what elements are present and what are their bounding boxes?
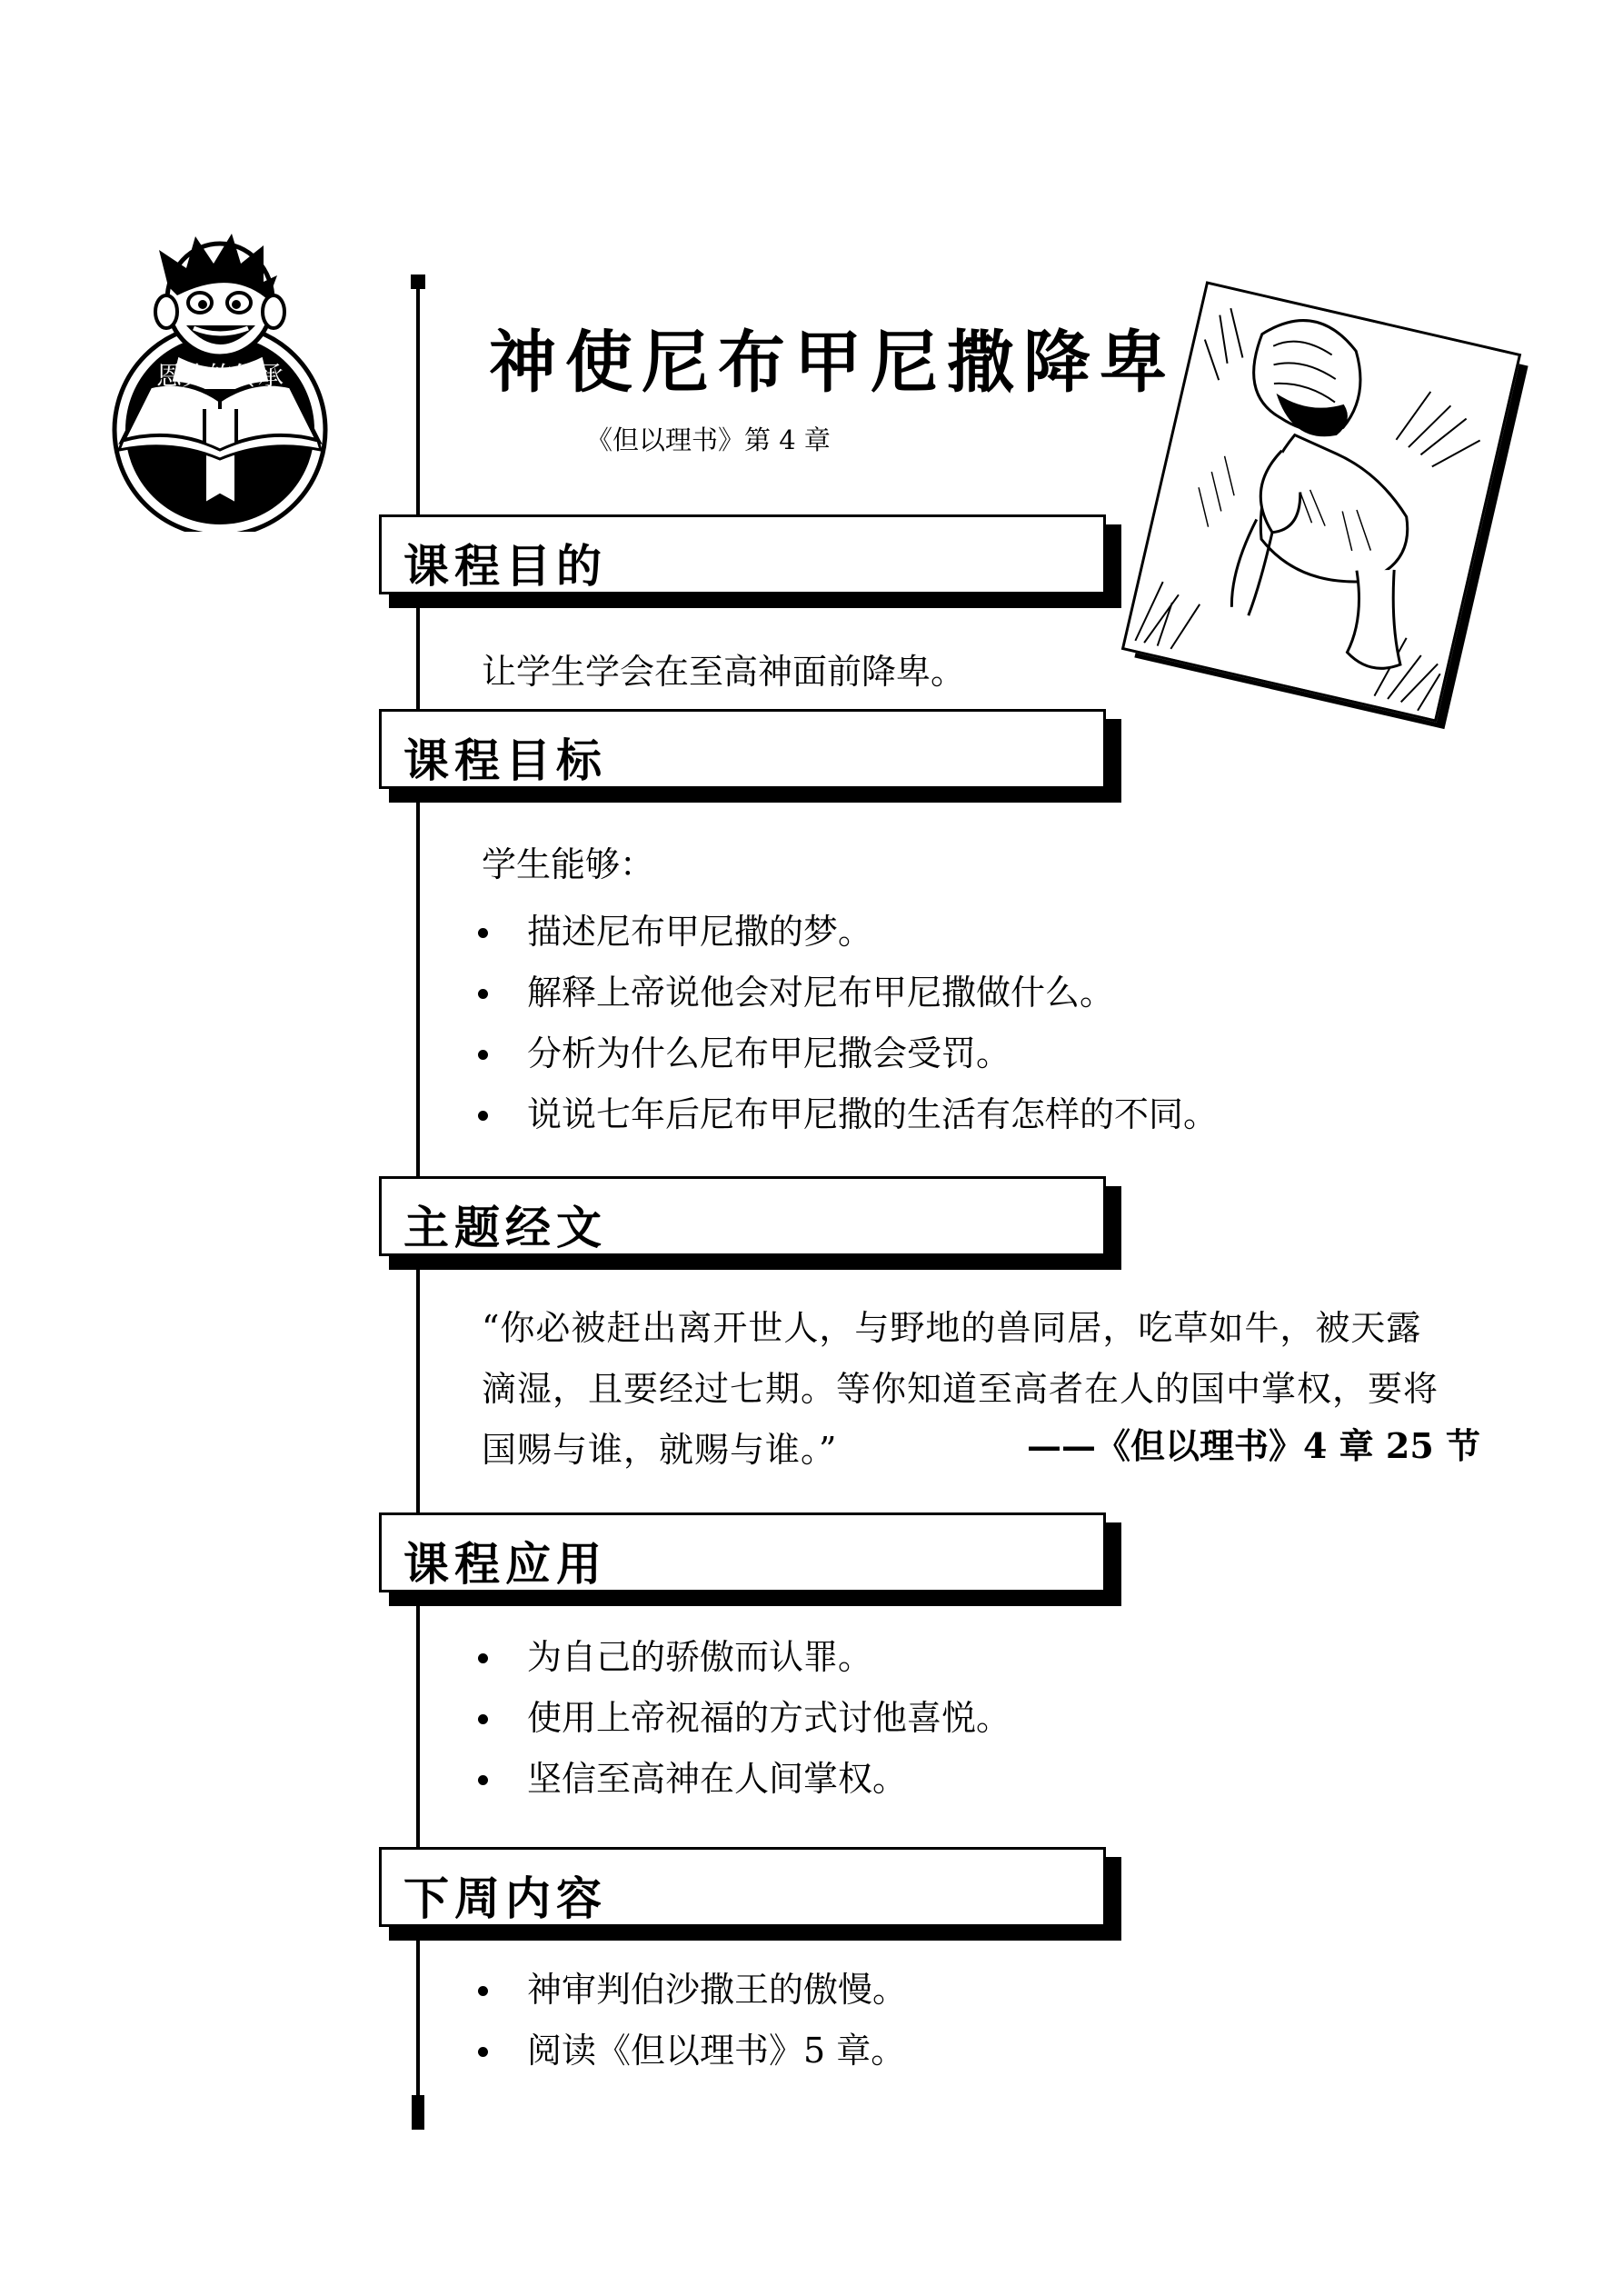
verse-reference: ——《但以理书》4 章 25 节 (1027, 1425, 1481, 1466)
verse-line: 国赐与谁，就赐与谁。” (482, 1430, 838, 1470)
section-header-label: 主题经文 (403, 1201, 607, 1254)
section-header-label: 课程目的 (403, 539, 607, 593)
bullet-icon (478, 1653, 488, 1663)
section-header-box (379, 1512, 1106, 1592)
svg-text:恩典的传承: 恩典的传承 (155, 361, 284, 391)
bullet-icon (478, 1986, 488, 1996)
section-header-key-verse (379, 1176, 1119, 1265)
bullet-icon (478, 1050, 488, 1060)
timeline-cap-top (411, 275, 425, 289)
logo (95, 232, 345, 532)
bullet-icon (478, 1714, 488, 1724)
list-item: 使用上帝祝福的方式讨他喜悦。 (473, 1688, 1011, 1749)
logo-boy-with-book-icon (95, 232, 345, 532)
bullet-icon (478, 2047, 488, 2057)
verse-line: “你必被赶出离开世人，与野地的兽同居，吃草如牛，被天露 (482, 1308, 1422, 1348)
next-week-list (473, 1960, 907, 2081)
application-list (473, 1627, 1011, 1810)
section-header-goals (379, 709, 1119, 798)
section-header-label: 课程目标 (403, 734, 607, 787)
bullet-icon (478, 928, 488, 938)
illustration (1152, 309, 1516, 718)
section-header-objective (379, 514, 1119, 604)
goals-intro: 学生能够： (482, 844, 655, 884)
list-item: 解释上帝说他会对尼布甲尼撒做什么。 (473, 963, 1218, 1023)
list-item: 说说七年后尼布甲尼撒的生活有怎样的不同。 (473, 1084, 1218, 1145)
list-item: 描述尼布甲尼撒的梦。 (473, 902, 1218, 963)
page-title: 神使尼布甲尼撒降卑 (489, 324, 1176, 402)
list-item: 坚信至高神在人间掌权。 (473, 1749, 1011, 1810)
timeline-cap-bottom (412, 2095, 424, 2130)
verse-line: 滴湿，且要经过七期。等你知道至高者在人的国中掌权，要将 (482, 1369, 1439, 1409)
section-header-next-week (379, 1847, 1119, 1936)
objective-text: 让学生学会在至高神面前降卑。 (482, 652, 966, 692)
list-item: 神审判伯沙撒王的傲慢。 (473, 1960, 907, 2021)
section-header-box (379, 1847, 1106, 1927)
illustration-card (1121, 281, 1521, 722)
section-header-box (379, 514, 1106, 594)
goals-list (473, 902, 1218, 1145)
bullet-icon (478, 1775, 488, 1785)
section-header-label: 下周内容 (403, 1872, 607, 1925)
bullet-icon (478, 989, 488, 999)
list-item: 为自己的骄傲而认罪。 (473, 1627, 1011, 1688)
page-subtitle: 《但以理书》第 4 章 (586, 424, 831, 455)
bullet-icon (478, 1111, 488, 1121)
section-header-application (379, 1512, 1119, 1602)
section-header-box (379, 1176, 1106, 1256)
list-item: 分析为什么尼布甲尼撒会受罚。 (473, 1023, 1218, 1084)
section-header-label: 课程应用 (403, 1537, 607, 1591)
list-item: 阅读《但以理书》5 章。 (473, 2021, 907, 2081)
section-header-box (379, 709, 1106, 789)
